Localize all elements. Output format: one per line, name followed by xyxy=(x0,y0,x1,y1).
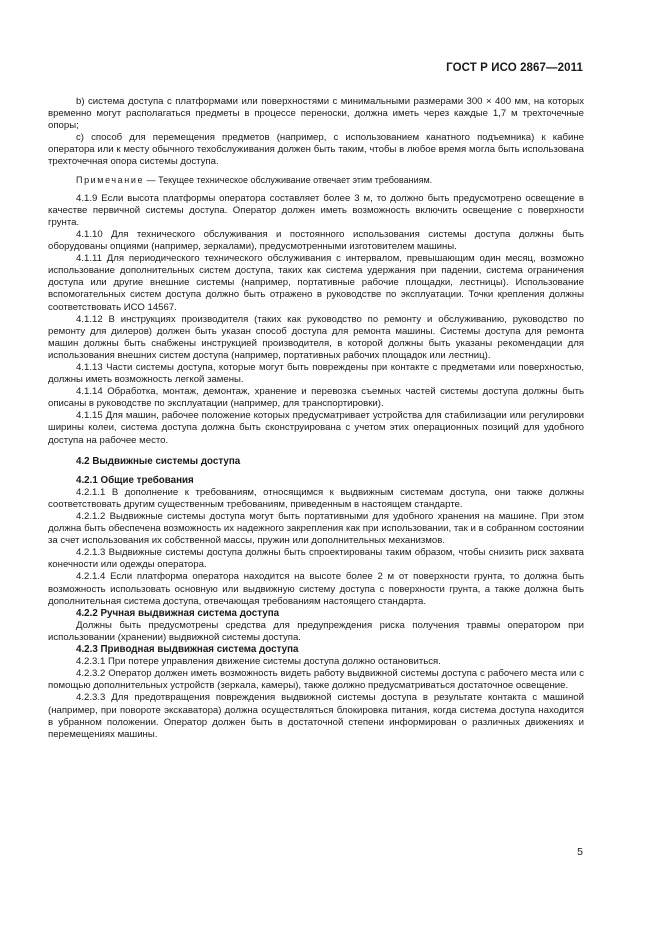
paragraph-4-1-15: 4.1.15 Для машин, рабочее положение которых предусматривает устройства для стабилизации или регулировки ширины колеи, система доступа должна быть сконструирована с учетом этих операционных позиций для удобного доступа на рабочее место. xyxy=(48,410,584,446)
paragraph-4-1-11: 4.1.11 Для периодического технического обслуживания с интервалом, превышающим один месяц, возможно использование дополнительных систем доступа, таких как система удержания при падении, система ограничения доступа или другие внешние системы (например, портативные рабочие площадки, лестницы). Использование вспомогательных систем доступа должно быть отражено в руководстве по эксплуатации. Точки крепления должны соответствовать ИСО 14567. xyxy=(48,253,584,313)
paragraph-4-1-14: 4.1.14 Обработка, монтаж, демонтаж, хранение и перевозка съемных частей системы доступа должны быть описаны в руководстве по эксплуатации (например, для транспортировки). xyxy=(48,386,584,410)
paragraph-4-2-1-4: 4.2.1.4 Если платформа оператора находится на высоте более 2 м от поверхности грунта, то должна быть возможность использовать основную или выдвижную систему доступа с поверхности грунта, а также должна быть дополнительная система доступа, отвечающая требованиям настоящего стандарта. xyxy=(48,571,584,607)
paragraph-4-2-3-2: 4.2.3.2 Оператор должен иметь возможность видеть работу выдвижной системы доступа с рабочего места или с помощью дополнительных устройств (зеркала, камеры), также должно предусматриваться достаточное освещение. xyxy=(48,668,584,692)
paragraph-4-2-1-2: 4.2.1.2 Выдвижные системы доступа могут быть портативными для удобного хранения на машине. При этом должна быть обеспечена возможность их надежного закрепления как при использовании, так и в собранном состоянии за счет использования их собственной массы, пружин или дополнительных механизмов. xyxy=(48,511,584,547)
section-heading-4-2: 4.2 Выдвижные системы доступа xyxy=(76,455,241,467)
paragraph-4-2-3-1: 4.2.3.1 При потере управления движение системы доступа должно остановиться. xyxy=(76,656,441,668)
note-label: Примечание xyxy=(76,174,145,185)
standard-header: ГОСТ Р ИСО 2867—2011 xyxy=(446,62,583,74)
note-text: — Текущее техническое обслуживание отвечает этим требованиям. xyxy=(144,174,433,185)
paragraph-item-b: b) система доступа с платформами или поверхностями с минимальными размерами 300 × 400 мм, на которых временно могут располагаться предметы в процессе переноски, должна иметь через каждые 1,7 м трехточечные опоры; xyxy=(48,96,584,132)
paragraph-4-1-10: 4.1.10 Для технического обслуживания и постоянного использования системы доступа должны быть оборудованы опциями (например, зеркалами), предусмотренными изготовителем машины. xyxy=(48,228,584,253)
document-body xyxy=(48,96,584,741)
subsection-heading-4-2-3: 4.2.3 Приводная выдвижная система доступа xyxy=(76,644,299,656)
note xyxy=(48,174,584,186)
paragraph-item-c: c) способ для перемещения предметов (например, с использованием канатного подъемника) к кабине оператора или к месту обычного техобслуживания должен быть таким, чтобы в любое время могла быть использована трехточечная опора системы доступа. xyxy=(48,132,584,168)
paragraph-4-2-1-1: 4.2.1.1 В дополнение к требованиям, относящимся к выдвижным системам доступа, они также должны соответствовать другим существенным требованиям, приведенным в настоящем стандарте. xyxy=(48,486,584,510)
paragraph-4-1-13: 4.1.13 Части системы доступа, которые могут быть повреждены при контакте с предметами или поверхностью, должны иметь возможность легкой замены. xyxy=(48,361,584,386)
paragraph-4-2-1-3: 4.2.1.3 Выдвижные системы доступа должны быть спроектированы таким образом, чтобы снизить риск захвата конечности или одежды оператора. xyxy=(48,547,584,571)
subsection-heading-4-2-1: 4.2.1 Общие требования xyxy=(76,474,194,486)
paragraph-4-1-12: 4.1.12 В инструкциях производителя (таких как руководство по ремонту и обслуживанию, руководство по ремонту для дилеров) должен быть указан способ доступа для ремонта машины. Системы доступа для ремонта машин должны быть снабжены инструкцией производителя, в которой должны быть указаны рекомендации для использования внешних систем доступа (например, портативных рабочих площадок или лестниц). xyxy=(48,313,584,361)
subsection-heading-4-2-2: 4.2.2 Ручная выдвижная система доступа xyxy=(76,607,280,619)
paragraph-4-1-9: 4.1.9 Если высота платформы оператора составляет более 3 м, то должно быть предусмотрено освещение в качестве первичной системы доступа. Оператор должен иметь возможность включить освещение с поверхности грунта. xyxy=(48,192,584,228)
page-number: 5 xyxy=(577,846,583,858)
paragraph-4-2-2: Должны быть предусмотрены средства для предупреждения риска получения травмы оператором при использовании (хранении) выдвижной системы доступа. xyxy=(48,619,584,643)
paragraph-4-2-3-3: 4.2.3.3 Для предотвращения повреждения выдвижной системы доступа в результате контакта с машиной (например, при повороте экскаватора) должна осуществляться блокировка питания, когда система доступа находится в убранном положении. Оператор должен быть в достаточной степени информирован о различных движениях и перемещениях машины. xyxy=(48,692,584,740)
